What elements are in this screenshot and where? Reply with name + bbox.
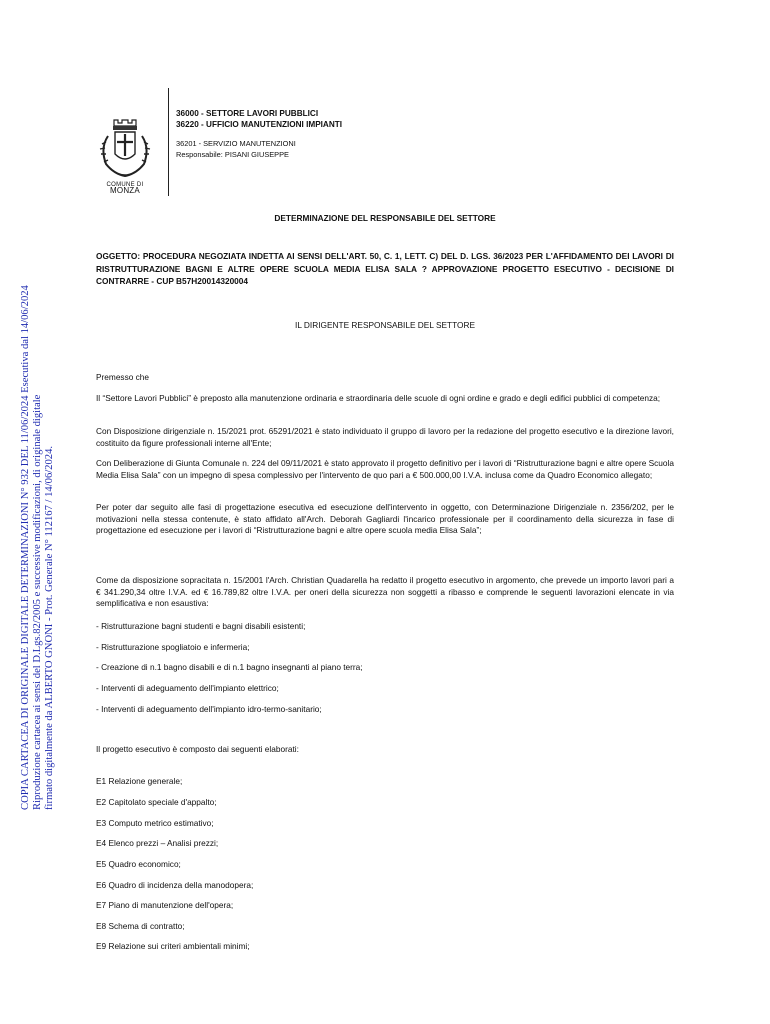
list-item: E5 Quadro economico; [96, 859, 181, 869]
servizio-label: 36201 - SERVIZIO MANUTENZIONI [176, 139, 296, 148]
paragraph-1: Il “Settore Lavori Pubblici” è preposto alla manutenzione ordinaria e straordinaria delle scuole di ogni ordine e grado e degli edifici pubblici di competenza; [96, 393, 661, 403]
list-item: - Ristrutturazione bagni studenti e bagni disabili esistenti; [96, 621, 306, 631]
header-divider [168, 88, 169, 196]
document-title: DETERMINAZIONE DEL RESPONSABILE DEL SETTORE [274, 213, 496, 223]
dirigente-heading: IL DIRIGENTE RESPONSABILE DEL SETTORE [295, 320, 475, 330]
list-item: E7 Piano di manutenzione dell'opera; [96, 900, 234, 910]
stamp-line-1: COPIA CARTACEA DI ORIGINALE DIGITALE DETERMINAZIONI N° 932 DEL 11/06/2024 Esecutiva dal 14/06/2024 [20, 285, 31, 810]
digital-copy-stamp [20, 210, 56, 810]
list-item: E9 Relazione sui criteri ambientali minimi; [96, 941, 250, 951]
list-item: E2 Capitolato speciale d'appalto; [96, 797, 217, 807]
subject-text: OGGETTO: PROCEDURA NEGOZIATA INDETTA AI SENSI DELL'ART. 50, C. 1, LETT. C) DEL D. LGS. 36/2023 PER L'AFFIDAMENTO DEI LAVORI DI RISTRUTTURAZIONE BAGNI E ALTRE OPERE SCUOLA MEDIA ELISA SALA ? APPROVAZIONE PROGETTO ESECUTIVO - DECISIONE DI CONTRARRE - CUP B57H20014320004 [96, 251, 674, 286]
header-block [176, 108, 342, 160]
crest-line-1: COMUNE DI [106, 182, 144, 188]
list-item: E6 Quadro di incidenza della manodopera; [96, 880, 254, 890]
list-item: - Interventi di adeguamento dell'impianto idro-termo-sanitario; [96, 704, 322, 714]
premesso-label: Premesso che [96, 372, 150, 382]
settore-label: 36000 - SETTORE LAVORI PUBBLICI [176, 109, 319, 118]
paragraph-3: Con Deliberazione di Giunta Comunale n. 224 del 09/11/2021 è stato approvato il progetto definitivo per i lavori di “Ristrutturazione bagni e altre opere Scuola Media Elisa Sala” con un impegno di spesa complessivo per l'intervento de quo pari a € 500.000,00 I.V.A. inclusa come da Quadro Economico allegato; [96, 458, 674, 480]
coat-of-arms-icon [96, 116, 154, 182]
elaborati-intro: Il progetto esecutivo è composto dai seguenti elaborati: [96, 744, 299, 754]
monza-crest-logo [96, 116, 154, 200]
paragraph-2: Con Disposizione dirigenziale n. 15/2021 prot. 65291/2021 è stato individuato il gruppo di lavoro per la redazione del progetto esecutivo e la direzione lavori, costituito da figure professionali interne all'Ente; [96, 426, 674, 448]
crest-caption [96, 182, 154, 195]
list-item: E1 Relazione generale; [96, 776, 183, 786]
list-item: E3 Computo metrico estimativo; [96, 818, 214, 828]
ufficio-label: 36220 - UFFICIO MANUTENZIONI IMPIANTI [176, 120, 343, 129]
crest-line-2: MONZA [110, 186, 140, 195]
list-item: E4 Elenco prezzi – Analisi prezzi; [96, 838, 219, 848]
stamp-line-3: firmato digitalmente da ALBERTO GNONI - Prot. Generale N° 112167 / 14/06/2024. [44, 445, 55, 810]
list-item: - Creazione di n.1 bagno disabili e di n.1 bagno insegnanti al piano terra; [96, 662, 363, 672]
header-sub [176, 138, 342, 160]
list-item: - Interventi di adeguamento dell'impianto elettrico; [96, 683, 279, 693]
stamp-line-2: Riproduzione cartacea ai sensi del D.Lgs.82/2005 e successive modificazioni, di originale digitale [32, 394, 43, 810]
list-item: - Ristrutturazione spogliatoio e infermeria; [96, 642, 250, 652]
paragraph-5: Come da disposizione sopracitata n. 15/2001 l'Arch. Christian Quadarella ha redatto il progetto esecutivo in argomento, che prevede un importo lavori pari a € 341.290,34 oltre I.V.A. ed € 16.789,82 oltre I.V.A. per oneri della sicurezza non soggetti a ribasso e comprende le seguenti lavorazioni elencate in via semplificativa e non esaustiva: [96, 575, 674, 608]
list-item: E8 Schema di contratto; [96, 921, 185, 931]
paragraph-4: Per poter dar seguito alle fasi di progettazione esecutiva ed esecuzione dell'intervento in oggetto, con Determinazione Dirigenziale n. 2356/202, per le motivazioni nella stessa contenute, è stato affidato all'Arch. Deborah Gagliardi l'incarico professionale per il coordinamento della sicurezza in fase di progettazione ed esecuzione per i lavori di “Ristrutturazione bagni e altre opere scuola media Elisa Sala”; [96, 502, 674, 535]
responsabile-label: Responsabile: PISANI GIUSEPPE [176, 150, 289, 159]
